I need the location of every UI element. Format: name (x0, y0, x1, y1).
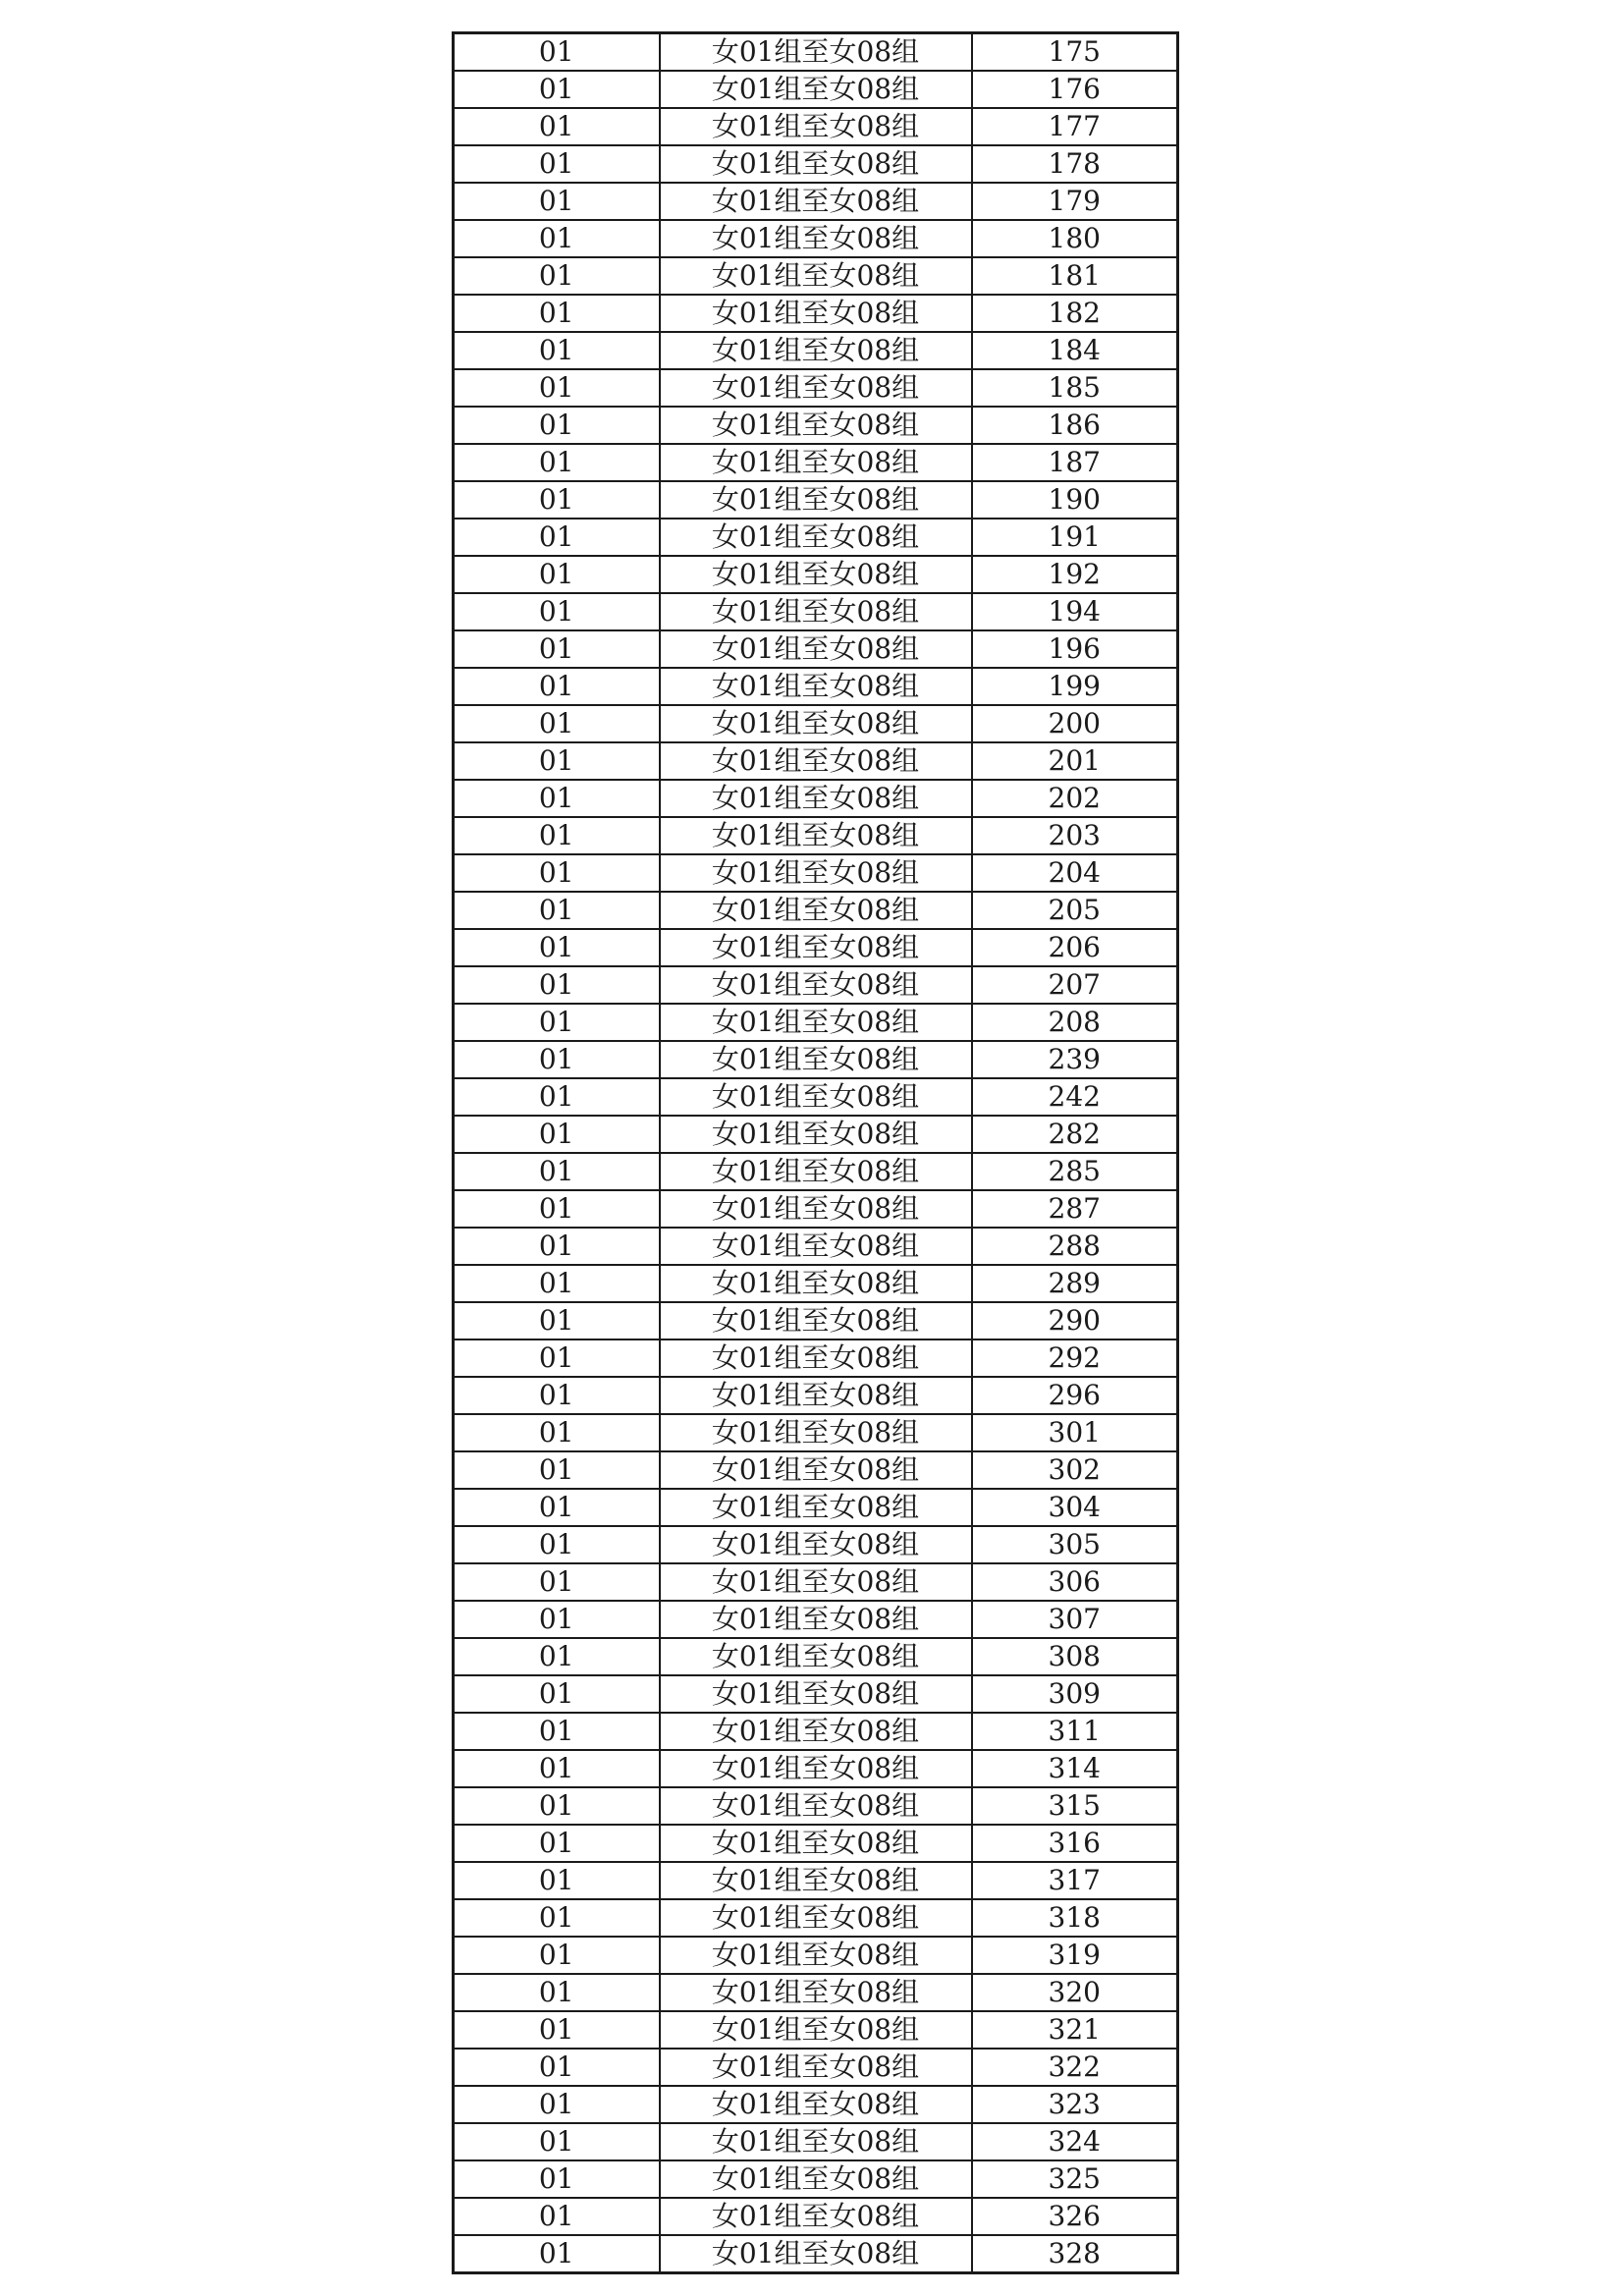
group-code-cell: 01 (454, 892, 660, 929)
group-code-cell: 01 (454, 1190, 660, 1228)
group-range-cell: 女01组至女08组 (660, 2160, 972, 2198)
group-range-cell: 女01组至女08组 (660, 668, 972, 705)
group-range-cell: 女01组至女08组 (660, 780, 972, 817)
group-range-cell: 女01组至女08组 (660, 1638, 972, 1675)
group-code-cell: 01 (454, 1638, 660, 1675)
group-range-cell: 女01组至女08组 (660, 481, 972, 519)
number-cell: 302 (972, 1451, 1178, 1489)
table-row (454, 1787, 1178, 1825)
table-row (454, 2198, 1178, 2235)
group-code-cell: 01 (454, 108, 660, 145)
group-code-cell: 01 (454, 481, 660, 519)
number-cell: 199 (972, 668, 1178, 705)
number-cell: 296 (972, 1377, 1178, 1414)
group-code-cell: 01 (454, 1228, 660, 1265)
number-cell: 203 (972, 817, 1178, 854)
group-code-cell: 01 (454, 183, 660, 220)
group-range-cell: 女01组至女08组 (660, 145, 972, 183)
number-cell: 185 (972, 369, 1178, 407)
number-cell: 324 (972, 2123, 1178, 2160)
group-code-cell: 01 (454, 295, 660, 332)
number-cell: 304 (972, 1489, 1178, 1526)
group-range-cell: 女01组至女08组 (660, 1302, 972, 1339)
group-code-cell: 01 (454, 369, 660, 407)
group-code-cell: 01 (454, 1302, 660, 1339)
number-cell: 205 (972, 892, 1178, 929)
group-code-cell: 01 (454, 705, 660, 742)
number-cell: 325 (972, 2160, 1178, 2198)
number-cell: 315 (972, 1787, 1178, 1825)
group-range-cell: 女01组至女08组 (660, 220, 972, 257)
group-code-cell: 01 (454, 1675, 660, 1713)
group-range-cell: 女01组至女08组 (660, 1265, 972, 1302)
table-row (454, 1302, 1178, 1339)
group-code-cell: 01 (454, 1004, 660, 1041)
group-code-cell: 01 (454, 444, 660, 481)
number-cell: 178 (972, 145, 1178, 183)
table-row (454, 1190, 1178, 1228)
group-range-cell: 女01组至女08组 (660, 854, 972, 892)
table-row (454, 1414, 1178, 1451)
number-cell: 319 (972, 1937, 1178, 1974)
group-code-cell: 01 (454, 1116, 660, 1153)
number-cell: 191 (972, 519, 1178, 556)
table-row (454, 742, 1178, 780)
group-range-cell: 女01组至女08组 (660, 2011, 972, 2049)
group-code-cell: 01 (454, 1451, 660, 1489)
number-cell: 207 (972, 966, 1178, 1004)
table-row (454, 481, 1178, 519)
number-cell: 190 (972, 481, 1178, 519)
table-row (454, 1974, 1178, 2011)
table-row (454, 1825, 1178, 1862)
table-row (454, 1601, 1178, 1638)
number-cell: 309 (972, 1675, 1178, 1713)
group-range-cell: 女01组至女08组 (660, 1974, 972, 2011)
table-row (454, 2049, 1178, 2086)
table-row (454, 705, 1178, 742)
number-cell: 306 (972, 1563, 1178, 1601)
group-code-cell: 01 (454, 1825, 660, 1862)
group-code-cell: 01 (454, 332, 660, 369)
table-row (454, 33, 1178, 72)
group-code-cell: 01 (454, 145, 660, 183)
group-code-cell: 01 (454, 1899, 660, 1937)
group-code-cell: 01 (454, 257, 660, 295)
group-range-cell: 女01组至女08组 (660, 1041, 972, 1078)
group-code-cell: 01 (454, 1601, 660, 1638)
table-row (454, 1451, 1178, 1489)
group-range-cell: 女01组至女08组 (660, 33, 972, 72)
group-code-cell: 01 (454, 780, 660, 817)
table-row (454, 108, 1178, 145)
table-row (454, 2086, 1178, 2123)
group-range-cell: 女01组至女08组 (660, 1526, 972, 1563)
group-range-cell: 女01组至女08组 (660, 1713, 972, 1750)
table-row (454, 1937, 1178, 1974)
group-range-cell: 女01组至女08组 (660, 630, 972, 668)
group-code-cell: 01 (454, 1713, 660, 1750)
table-row (454, 1041, 1178, 1078)
group-code-cell: 01 (454, 1339, 660, 1377)
number-cell: 177 (972, 108, 1178, 145)
table-row (454, 1228, 1178, 1265)
number-cell: 322 (972, 2049, 1178, 2086)
number-cell: 202 (972, 780, 1178, 817)
group-code-cell: 01 (454, 556, 660, 593)
number-cell: 242 (972, 1078, 1178, 1116)
number-cell: 208 (972, 1004, 1178, 1041)
table-row (454, 257, 1178, 295)
table-row (454, 1004, 1178, 1041)
group-code-cell: 01 (454, 2235, 660, 2273)
number-cell: 316 (972, 1825, 1178, 1862)
number-cell: 206 (972, 929, 1178, 966)
group-code-cell: 01 (454, 668, 660, 705)
number-cell: 285 (972, 1153, 1178, 1190)
table-row (454, 2011, 1178, 2049)
group-range-cell: 女01组至女08组 (660, 71, 972, 108)
group-range-cell: 女01组至女08组 (660, 1228, 972, 1265)
number-cell: 317 (972, 1862, 1178, 1899)
table-row (454, 1116, 1178, 1153)
table-row (454, 1526, 1178, 1563)
group-range-cell: 女01组至女08组 (660, 1190, 972, 1228)
number-cell: 239 (972, 1041, 1178, 1078)
group-code-cell: 01 (454, 1937, 660, 1974)
number-cell: 204 (972, 854, 1178, 892)
group-range-cell: 女01组至女08组 (660, 1862, 972, 1899)
group-range-cell: 女01组至女08组 (660, 257, 972, 295)
number-cell: 175 (972, 33, 1178, 72)
number-cell: 292 (972, 1339, 1178, 1377)
table-row (454, 1489, 1178, 1526)
group-range-cell: 女01组至女08组 (660, 556, 972, 593)
number-cell: 176 (972, 71, 1178, 108)
table-row (454, 2160, 1178, 2198)
group-code-cell: 01 (454, 1414, 660, 1451)
number-cell: 192 (972, 556, 1178, 593)
group-range-cell: 女01组至女08组 (660, 1937, 972, 1974)
table-row (454, 854, 1178, 892)
group-range-cell: 女01组至女08组 (660, 2198, 972, 2235)
table-row (454, 519, 1178, 556)
group-range-cell: 女01组至女08组 (660, 1116, 972, 1153)
number-cell: 289 (972, 1265, 1178, 1302)
number-cell: 321 (972, 2011, 1178, 2049)
group-range-cell: 女01组至女08组 (660, 183, 972, 220)
group-range-cell: 女01组至女08组 (660, 1451, 972, 1489)
group-range-cell: 女01组至女08组 (660, 1787, 972, 1825)
table-row (454, 1675, 1178, 1713)
group-code-cell: 01 (454, 1974, 660, 2011)
number-cell: 184 (972, 332, 1178, 369)
number-cell: 305 (972, 1526, 1178, 1563)
number-cell: 186 (972, 407, 1178, 444)
table-row (454, 1339, 1178, 1377)
group-range-cell: 女01组至女08组 (660, 1377, 972, 1414)
table-row (454, 1078, 1178, 1116)
group-code-cell: 01 (454, 593, 660, 630)
number-cell: 201 (972, 742, 1178, 780)
table-row (454, 1862, 1178, 1899)
number-cell: 181 (972, 257, 1178, 295)
table-row (454, 2123, 1178, 2160)
table-row (454, 1713, 1178, 1750)
number-cell: 328 (972, 2235, 1178, 2273)
table-row (454, 2235, 1178, 2273)
group-range-cell: 女01组至女08组 (660, 705, 972, 742)
number-cell: 180 (972, 220, 1178, 257)
table-row (454, 145, 1178, 183)
group-range-cell: 女01组至女08组 (660, 1004, 972, 1041)
group-range-cell: 女01组至女08组 (660, 817, 972, 854)
group-code-cell: 01 (454, 966, 660, 1004)
group-code-cell: 01 (454, 2198, 660, 2235)
table-row (454, 407, 1178, 444)
group-range-cell: 女01组至女08组 (660, 2235, 972, 2273)
group-range-cell: 女01组至女08组 (660, 1750, 972, 1787)
table-row (454, 444, 1178, 481)
table-row (454, 817, 1178, 854)
number-cell: 196 (972, 630, 1178, 668)
table-row (454, 630, 1178, 668)
number-cell: 182 (972, 295, 1178, 332)
group-code-cell: 01 (454, 1041, 660, 1078)
group-code-cell: 01 (454, 71, 660, 108)
group-code-cell: 01 (454, 2011, 660, 2049)
table-row (454, 1265, 1178, 1302)
number-cell: 323 (972, 2086, 1178, 2123)
number-cell: 318 (972, 1899, 1178, 1937)
group-range-cell: 女01组至女08组 (660, 369, 972, 407)
number-cell: 187 (972, 444, 1178, 481)
number-cell: 320 (972, 1974, 1178, 2011)
table-row (454, 1899, 1178, 1937)
group-code-cell: 01 (454, 854, 660, 892)
number-cell: 308 (972, 1638, 1178, 1675)
data-table (452, 31, 1179, 2274)
group-range-cell: 女01组至女08组 (660, 519, 972, 556)
group-code-cell: 01 (454, 2049, 660, 2086)
table-row (454, 556, 1178, 593)
group-range-cell: 女01组至女08组 (660, 1153, 972, 1190)
number-cell: 287 (972, 1190, 1178, 1228)
table-row (454, 966, 1178, 1004)
table-row (454, 1750, 1178, 1787)
group-code-cell: 01 (454, 2160, 660, 2198)
group-range-cell: 女01组至女08组 (660, 2086, 972, 2123)
group-code-cell: 01 (454, 1750, 660, 1787)
table-row (454, 668, 1178, 705)
number-cell: 200 (972, 705, 1178, 742)
table-row (454, 220, 1178, 257)
table-row (454, 295, 1178, 332)
group-range-cell: 女01组至女08组 (660, 1078, 972, 1116)
group-code-cell: 01 (454, 1526, 660, 1563)
table-row (454, 369, 1178, 407)
group-code-cell: 01 (454, 1265, 660, 1302)
group-code-cell: 01 (454, 742, 660, 780)
group-range-cell: 女01组至女08组 (660, 1339, 972, 1377)
group-range-cell: 女01组至女08组 (660, 1825, 972, 1862)
table-row (454, 1638, 1178, 1675)
group-range-cell: 女01组至女08组 (660, 1414, 972, 1451)
group-range-cell: 女01组至女08组 (660, 295, 972, 332)
group-code-cell: 01 (454, 2123, 660, 2160)
group-range-cell: 女01组至女08组 (660, 1601, 972, 1638)
group-range-cell: 女01组至女08组 (660, 966, 972, 1004)
group-range-cell: 女01组至女08组 (660, 2049, 972, 2086)
group-code-cell: 01 (454, 33, 660, 72)
group-range-cell: 女01组至女08组 (660, 1675, 972, 1713)
table-row (454, 1563, 1178, 1601)
number-cell: 194 (972, 593, 1178, 630)
group-code-cell: 01 (454, 1078, 660, 1116)
number-cell: 288 (972, 1228, 1178, 1265)
group-range-cell: 女01组至女08组 (660, 332, 972, 369)
group-code-cell: 01 (454, 407, 660, 444)
group-range-cell: 女01组至女08组 (660, 1563, 972, 1601)
group-range-cell: 女01组至女08组 (660, 108, 972, 145)
table-row (454, 593, 1178, 630)
group-code-cell: 01 (454, 1787, 660, 1825)
table-row (454, 929, 1178, 966)
group-code-cell: 01 (454, 1153, 660, 1190)
number-cell: 311 (972, 1713, 1178, 1750)
group-code-cell: 01 (454, 1377, 660, 1414)
group-range-cell: 女01组至女08组 (660, 444, 972, 481)
table-row (454, 1377, 1178, 1414)
table-row (454, 780, 1178, 817)
group-range-cell: 女01组至女08组 (660, 407, 972, 444)
table-row (454, 892, 1178, 929)
table-row (454, 1153, 1178, 1190)
table-row (454, 183, 1178, 220)
number-cell: 179 (972, 183, 1178, 220)
number-cell: 326 (972, 2198, 1178, 2235)
group-code-cell: 01 (454, 1489, 660, 1526)
table-row (454, 71, 1178, 108)
number-cell: 282 (972, 1116, 1178, 1153)
group-code-cell: 01 (454, 220, 660, 257)
group-code-cell: 01 (454, 2086, 660, 2123)
table-body (454, 33, 1178, 2273)
number-cell: 314 (972, 1750, 1178, 1787)
group-range-cell: 女01组至女08组 (660, 2123, 972, 2160)
group-code-cell: 01 (454, 1563, 660, 1601)
group-range-cell: 女01组至女08组 (660, 892, 972, 929)
group-range-cell: 女01组至女08组 (660, 1899, 972, 1937)
group-code-cell: 01 (454, 519, 660, 556)
group-range-cell: 女01组至女08组 (660, 593, 972, 630)
group-range-cell: 女01组至女08组 (660, 1489, 972, 1526)
table-row (454, 332, 1178, 369)
group-code-cell: 01 (454, 817, 660, 854)
number-cell: 301 (972, 1414, 1178, 1451)
group-code-cell: 01 (454, 929, 660, 966)
group-code-cell: 01 (454, 1862, 660, 1899)
group-code-cell: 01 (454, 630, 660, 668)
number-cell: 307 (972, 1601, 1178, 1638)
group-range-cell: 女01组至女08组 (660, 929, 972, 966)
group-range-cell: 女01组至女08组 (660, 742, 972, 780)
number-cell: 290 (972, 1302, 1178, 1339)
